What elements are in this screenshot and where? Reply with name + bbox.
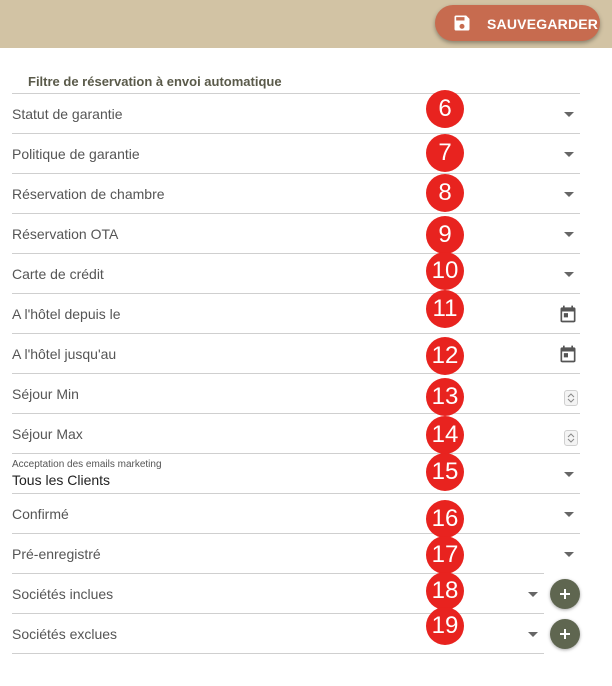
stay-min-input[interactable] [12,373,580,413]
annotation-badge: 9 [426,216,464,254]
save-button-label: SAUVEGARDER [487,16,599,32]
annotation-badge: 17 [426,536,464,574]
annotation-badge: 6 [426,90,464,128]
annotation-badge: 16 [426,500,464,538]
annotation-badge: 7 [426,134,464,172]
annotation-badge: 14 [426,416,464,454]
excluded-companies-select[interactable] [12,613,544,653]
ota-reservation-select[interactable] [12,213,580,253]
field-label: Sociétés exclues [12,626,118,642]
top-toolbar [0,0,612,48]
field-label: Séjour Min [12,386,79,402]
number-stepper-icon[interactable] [564,430,578,446]
dropdown-arrow-icon[interactable] [564,512,574,517]
dropdown-arrow-icon[interactable] [564,112,574,117]
in-hotel-from-date-field[interactable] [12,293,580,333]
section-title: Filtre de réservation à envoi automatique [28,74,282,89]
calendar-icon[interactable] [558,304,578,324]
floppy-disk-icon [452,13,472,33]
annotation-badge: 8 [426,174,464,212]
credit-card-select[interactable] [12,253,580,293]
annotation-badge: 11 [426,290,464,328]
dropdown-arrow-icon[interactable] [564,152,574,157]
annotation-badge: 18 [426,572,464,610]
add-included-company-button[interactable] [550,579,580,609]
field-label: Pré-enregistré [12,546,101,562]
divider [12,653,544,654]
number-stepper-icon[interactable] [564,390,578,406]
dropdown-arrow-icon[interactable] [528,632,538,637]
field-label: Carte de crédit [12,266,104,282]
annotation-badge: 12 [426,337,464,375]
dropdown-arrow-icon[interactable] [564,192,574,197]
annotation-badge: 10 [426,252,464,290]
field-label: Réservation OTA [12,226,119,242]
room-reservation-select[interactable] [12,173,580,213]
field-label: Réservation de chambre [12,186,165,202]
marketing-email-consent-select[interactable] [12,453,580,493]
field-value: Tous les Clients [12,472,111,488]
annotation-badge: 19 [426,607,464,645]
calendar-icon[interactable] [558,344,578,364]
annotation-badge: 13 [426,378,464,416]
dropdown-arrow-icon[interactable] [564,552,574,557]
dropdown-arrow-icon[interactable] [564,472,574,477]
field-label: Confirmé [12,506,69,522]
field-label: A l'hôtel jusqu'au [12,346,117,362]
dropdown-arrow-icon[interactable] [564,272,574,277]
pre-registered-select[interactable] [12,533,580,573]
confirmed-select[interactable] [12,493,580,533]
field-label: Politique de garantie [12,146,140,162]
dropdown-arrow-icon[interactable] [564,232,574,237]
field-label: A l'hôtel depuis le [12,306,121,322]
included-companies-select[interactable] [12,573,544,613]
in-hotel-until-date-field[interactable] [12,333,580,373]
field-label: Statut de garantie [12,106,123,122]
stay-max-input[interactable] [12,413,580,453]
add-excluded-company-button[interactable] [550,619,580,649]
guarantee-policy-select[interactable] [12,133,580,173]
save-button[interactable] [435,5,600,41]
field-label: Séjour Max [12,426,83,442]
guarantee-status-select[interactable] [12,93,580,133]
field-label: Acceptation des emails marketing [12,459,162,470]
field-label: Sociétés inclues [12,586,114,602]
dropdown-arrow-icon[interactable] [528,592,538,597]
annotation-badge: 15 [426,453,464,491]
